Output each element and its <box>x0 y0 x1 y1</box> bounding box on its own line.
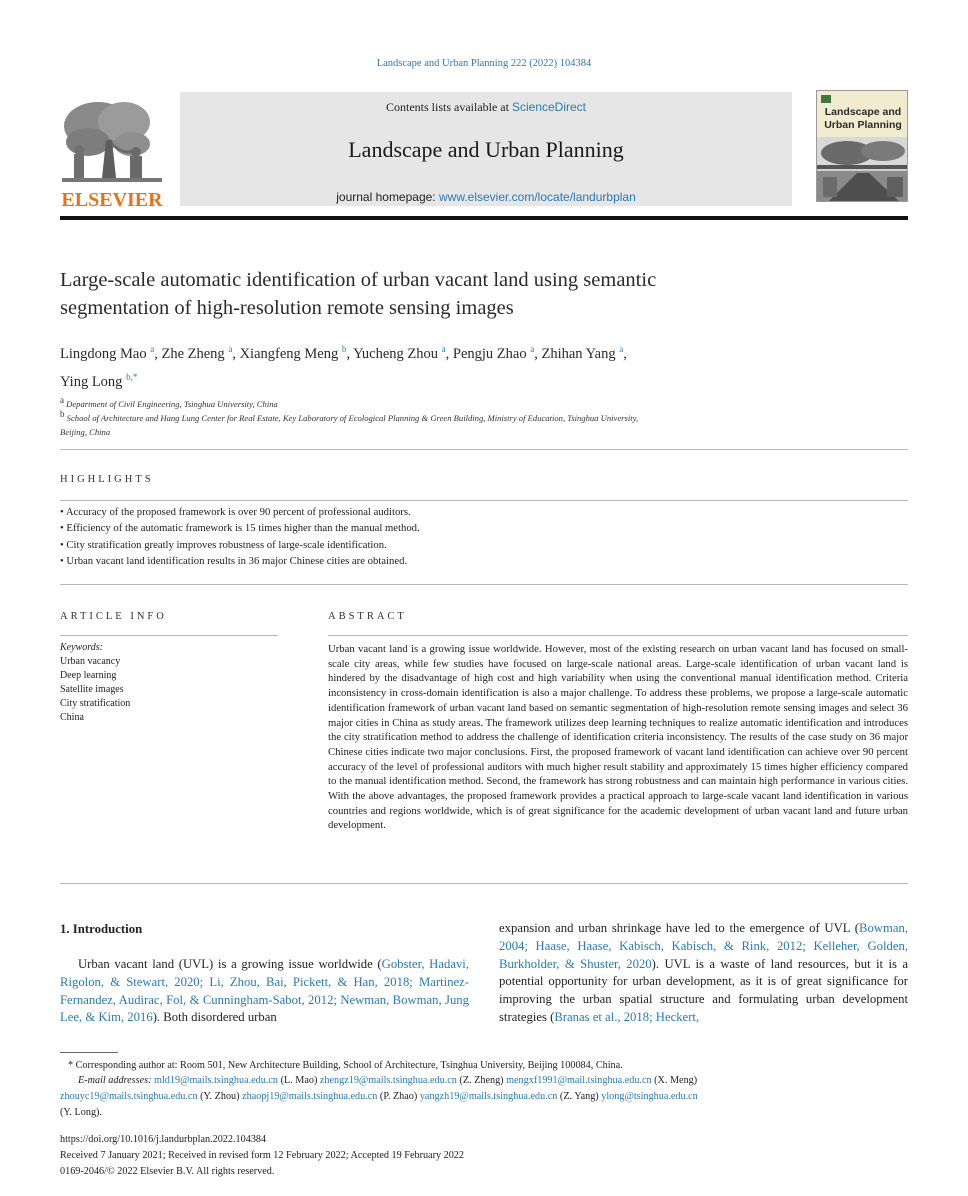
homepage-prefix: journal homepage: <box>336 190 439 204</box>
journal-citation[interactable]: Landscape and Urban Planning 222 (2022) 104384 <box>376 58 592 69</box>
intro-paragraph: Urban vacant land (UVL) is a growing issue worldwide (Gobster, Hadavi, Rigolon, & Stewart, 2020; Li, Zhou, Bai, Pickett, & Han, 2018; Martinez-Fernandez, Audirac, Fol, & Cunningham-Sabot, 2012; Newman, Bowman, Jung Lee, & Kim, 2016). Both disordered urban <box>60 957 469 1025</box>
email-label: E-mail addresses: <box>78 1075 152 1086</box>
affiliation-b: $^b$ School of Architecture and Hang Lung Center for Real Estate, Key Laboratory of Ecological Planning & Green Building, Ministry of Education, Tsinghua University, Beijing, China <box>60 409 639 437</box>
contents-prefix: Contents lists available at <box>385 100 512 114</box>
journal-banner <box>180 92 792 206</box>
divider <box>328 635 908 636</box>
divider <box>60 635 278 636</box>
email-line: zhouyc19@mails.tsinghua.edu.cn (Y. Zhou) zhaopj19@mails.tsinghua.edu.cn (P. Zhao) yangzh19@mails.tsinghua.edu.cn (Z. Yang) ylong@tsinghua.edu.cn <box>60 1091 698 1102</box>
article-title <box>60 266 860 322</box>
email-link[interactable]: zhengz19@mails.tsinghua.edu.cn <box>319 1075 457 1086</box>
received-dates: Received 7 January 2021; Received in revised form 12 February 2022; Accepted 19 February 2022 <box>60 1150 464 1161</box>
email-line: E-mail addresses: mld19@mails.tsinghua.edu.cn (L. Mao) zhengz19@mails.tsinghua.edu.cn (Z. Zheng) mengxf1991@mail.tsinghua.edu.cn (X. Meng) <box>78 1075 698 1086</box>
email-link[interactable]: ylong@tsinghua.edu.cn <box>601 1091 698 1102</box>
article-info-heading: ARTICLE INFO <box>60 611 167 622</box>
author-list: Lingdong Mao $^a$, Zhe Zheng $^a$, Xiangfeng Meng $^b$, Yucheng Zhou $^a$, Pengju Zhao $^a$, Zhihan Yang $^a$, Ying Long $^{b,*}$ <box>60 344 627 390</box>
intro-paragraph: expansion and urban shrinkage have led to the emergence of UVL (Bowman, 2004; Haase, Haase, Kabisch, Kabisch, & Rink, 2012; Kelleher, Golden, Burkholder, & Shuster, 2020). UVL is a waste of land resources, but it is a potential opportunity for urban development, as it is of great significance for improving the urban spatial structure and formulating urban development strategies (Branas et al., 2018; Heckert, <box>499 921 908 1024</box>
section-heading: 1. Introduction <box>60 922 143 936</box>
author-name[interactable]: Yucheng Zhou $^a$ <box>353 344 446 362</box>
affiliation-a: $^a$ Department of Civil Engineering, Tsinghua University, China <box>60 395 278 409</box>
keyword: China <box>60 712 84 723</box>
author-name[interactable]: Ying Long $^{b,*}$ <box>60 371 138 390</box>
author-name[interactable]: Zhe Zheng $^a$ <box>161 344 233 362</box>
highlights-heading: HIGHLIGHTS <box>60 474 154 485</box>
divider <box>60 500 908 501</box>
email-link[interactable]: zhaopj19@mails.tsinghua.edu.cn <box>242 1091 378 1102</box>
divider <box>60 883 908 884</box>
citation-link[interactable]: Gobster, Hadavi, Rigolon, & Stewart, 2020; Li, Zhou, Bai, Pickett, & Han, 2018; Martinez-Fernandez, Audirac, Fol, & Cunningham-Sabot, 2012; Newman, Bowman, Jung Lee, & Kim, 2016 <box>60 957 469 1025</box>
highlight-item: • Efficiency of the automatic framework is 15 times higher than the manual method. <box>60 522 420 534</box>
email-link[interactable]: zhouyc19@mails.tsinghua.edu.cn <box>60 1091 198 1102</box>
keyword: Deep learning <box>60 670 117 681</box>
doi-link[interactable]: https://doi.org/10.1016/j.landurbplan.2022.104384 <box>60 1134 267 1145</box>
citation-link[interactable]: Branas et al., 2018; Heckert, <box>554 1009 700 1024</box>
email-link[interactable]: yangzh19@mails.tsinghua.edu.cn <box>419 1091 558 1102</box>
elsevier-logo[interactable] <box>58 98 166 210</box>
cover-title: Landscape and Urban Planning <box>824 106 902 131</box>
sciencedirect-link[interactable]: ScienceDirect <box>511 100 586 114</box>
journal-name: Landscape and Urban Planning <box>348 137 624 162</box>
contents-line <box>180 100 792 115</box>
cover-badge <box>821 95 831 103</box>
article-title-line: Large-scale automatic identification of urban vacant land using semantic <box>60 269 657 291</box>
footnote-rule <box>60 1052 118 1053</box>
author-name[interactable]: Xiangfeng Meng $^b$ <box>239 344 347 362</box>
copyright: 0169-2046/© 2022 Elsevier B.V. All rights reserved. <box>60 1166 275 1177</box>
article-title-line: segmentation of high-resolution remote sensing images <box>60 297 514 319</box>
abstract-heading: ABSTRACT <box>328 611 407 622</box>
homepage-link[interactable]: www.elsevier.com/locate/landurbplan <box>438 190 636 204</box>
highlight-item: • Accuracy of the proposed framework is over 90 percent of professional auditors. <box>60 506 411 518</box>
keyword: Satellite images <box>60 684 124 695</box>
email-line-end: (Y. Long). <box>60 1107 102 1118</box>
highlight-item: • City stratification greatly improves robustness of large-scale identification. <box>60 539 387 551</box>
email-link[interactable]: mld19@mails.tsinghua.edu.cn <box>154 1075 279 1086</box>
abstract-text: Urban vacant land is a growing issue worldwide. However, most of the existing research on urban vacant land has focused on small-scale city areas, while few studies have focused on large-scale national areas. Large-scale identification of urban vacant land is hindered by the disadvantage of high cost and high variability when using the conventional manual identification method. Criteria inconsistency in cross-domain identification is also a major challenge. To address these problems, we propose a large-scale automatic identification framework of urban vacant land based on semantic segmentation of high-resolution remote sensing images and select 36 major cities in China as study areas. The framework utilizes deep learning techniques to realize automatic identification and introduces the city stratification method to address the challenge of identification criteria inconsistency. The results of the case study on 36 major Chinese cities indicate two major conclusions. First, the proposed framework of vacant land identification can achieve over 90 percent accuracy of the level of professional auditors with much higher result stability and approximately 15 times higher efficiency compared to the manual identification method. Second, the framework has strong robustness and can maintain high performance in various cities. With the above advantages, the proposed framework provides a practical approach to large-scale vacant land identification in various countries and regions worldwide, which is of great significance for the academic development of urban vacant land and future urban development. <box>328 643 908 832</box>
keywords-label: Keywords: <box>60 642 103 653</box>
corresponding-author-note: * Corresponding author at: Room 501, New Architecture Building, School of Architecture, Tsinghua University, Beijing 100084, China. <box>68 1060 623 1071</box>
author-name[interactable]: Zhihan Yang $^a$ <box>541 344 624 362</box>
elsevier-wordmark: ELSEVIER <box>61 189 163 210</box>
author-name[interactable]: Lingdong Mao $^a$ <box>60 344 155 362</box>
elsevier-tree-icon <box>58 98 166 210</box>
email-link[interactable]: mengxf1991@mail.tsinghua.edu.cn <box>506 1075 652 1086</box>
keyword: City stratification <box>60 698 131 709</box>
highlight-item: • Urban vacant land identification results in 36 major Chinese cities are obtained. <box>60 555 408 567</box>
divider <box>60 449 908 450</box>
keyword: Urban vacancy <box>60 656 121 667</box>
citation-link[interactable]: Bowman, 2004; Haase, Haase, Kabisch, Kabisch, & Rink, 2012; Kelleher, Golden, Burkholder, & Shuster, 2020 <box>499 921 908 971</box>
homepage-line <box>180 190 792 204</box>
cover-photo-icon <box>817 137 908 202</box>
divider <box>60 584 908 585</box>
header-rule <box>60 216 908 220</box>
author-name[interactable]: Pengju Zhao $^a$ <box>452 344 535 362</box>
journal-cover-thumbnail[interactable] <box>816 90 908 202</box>
